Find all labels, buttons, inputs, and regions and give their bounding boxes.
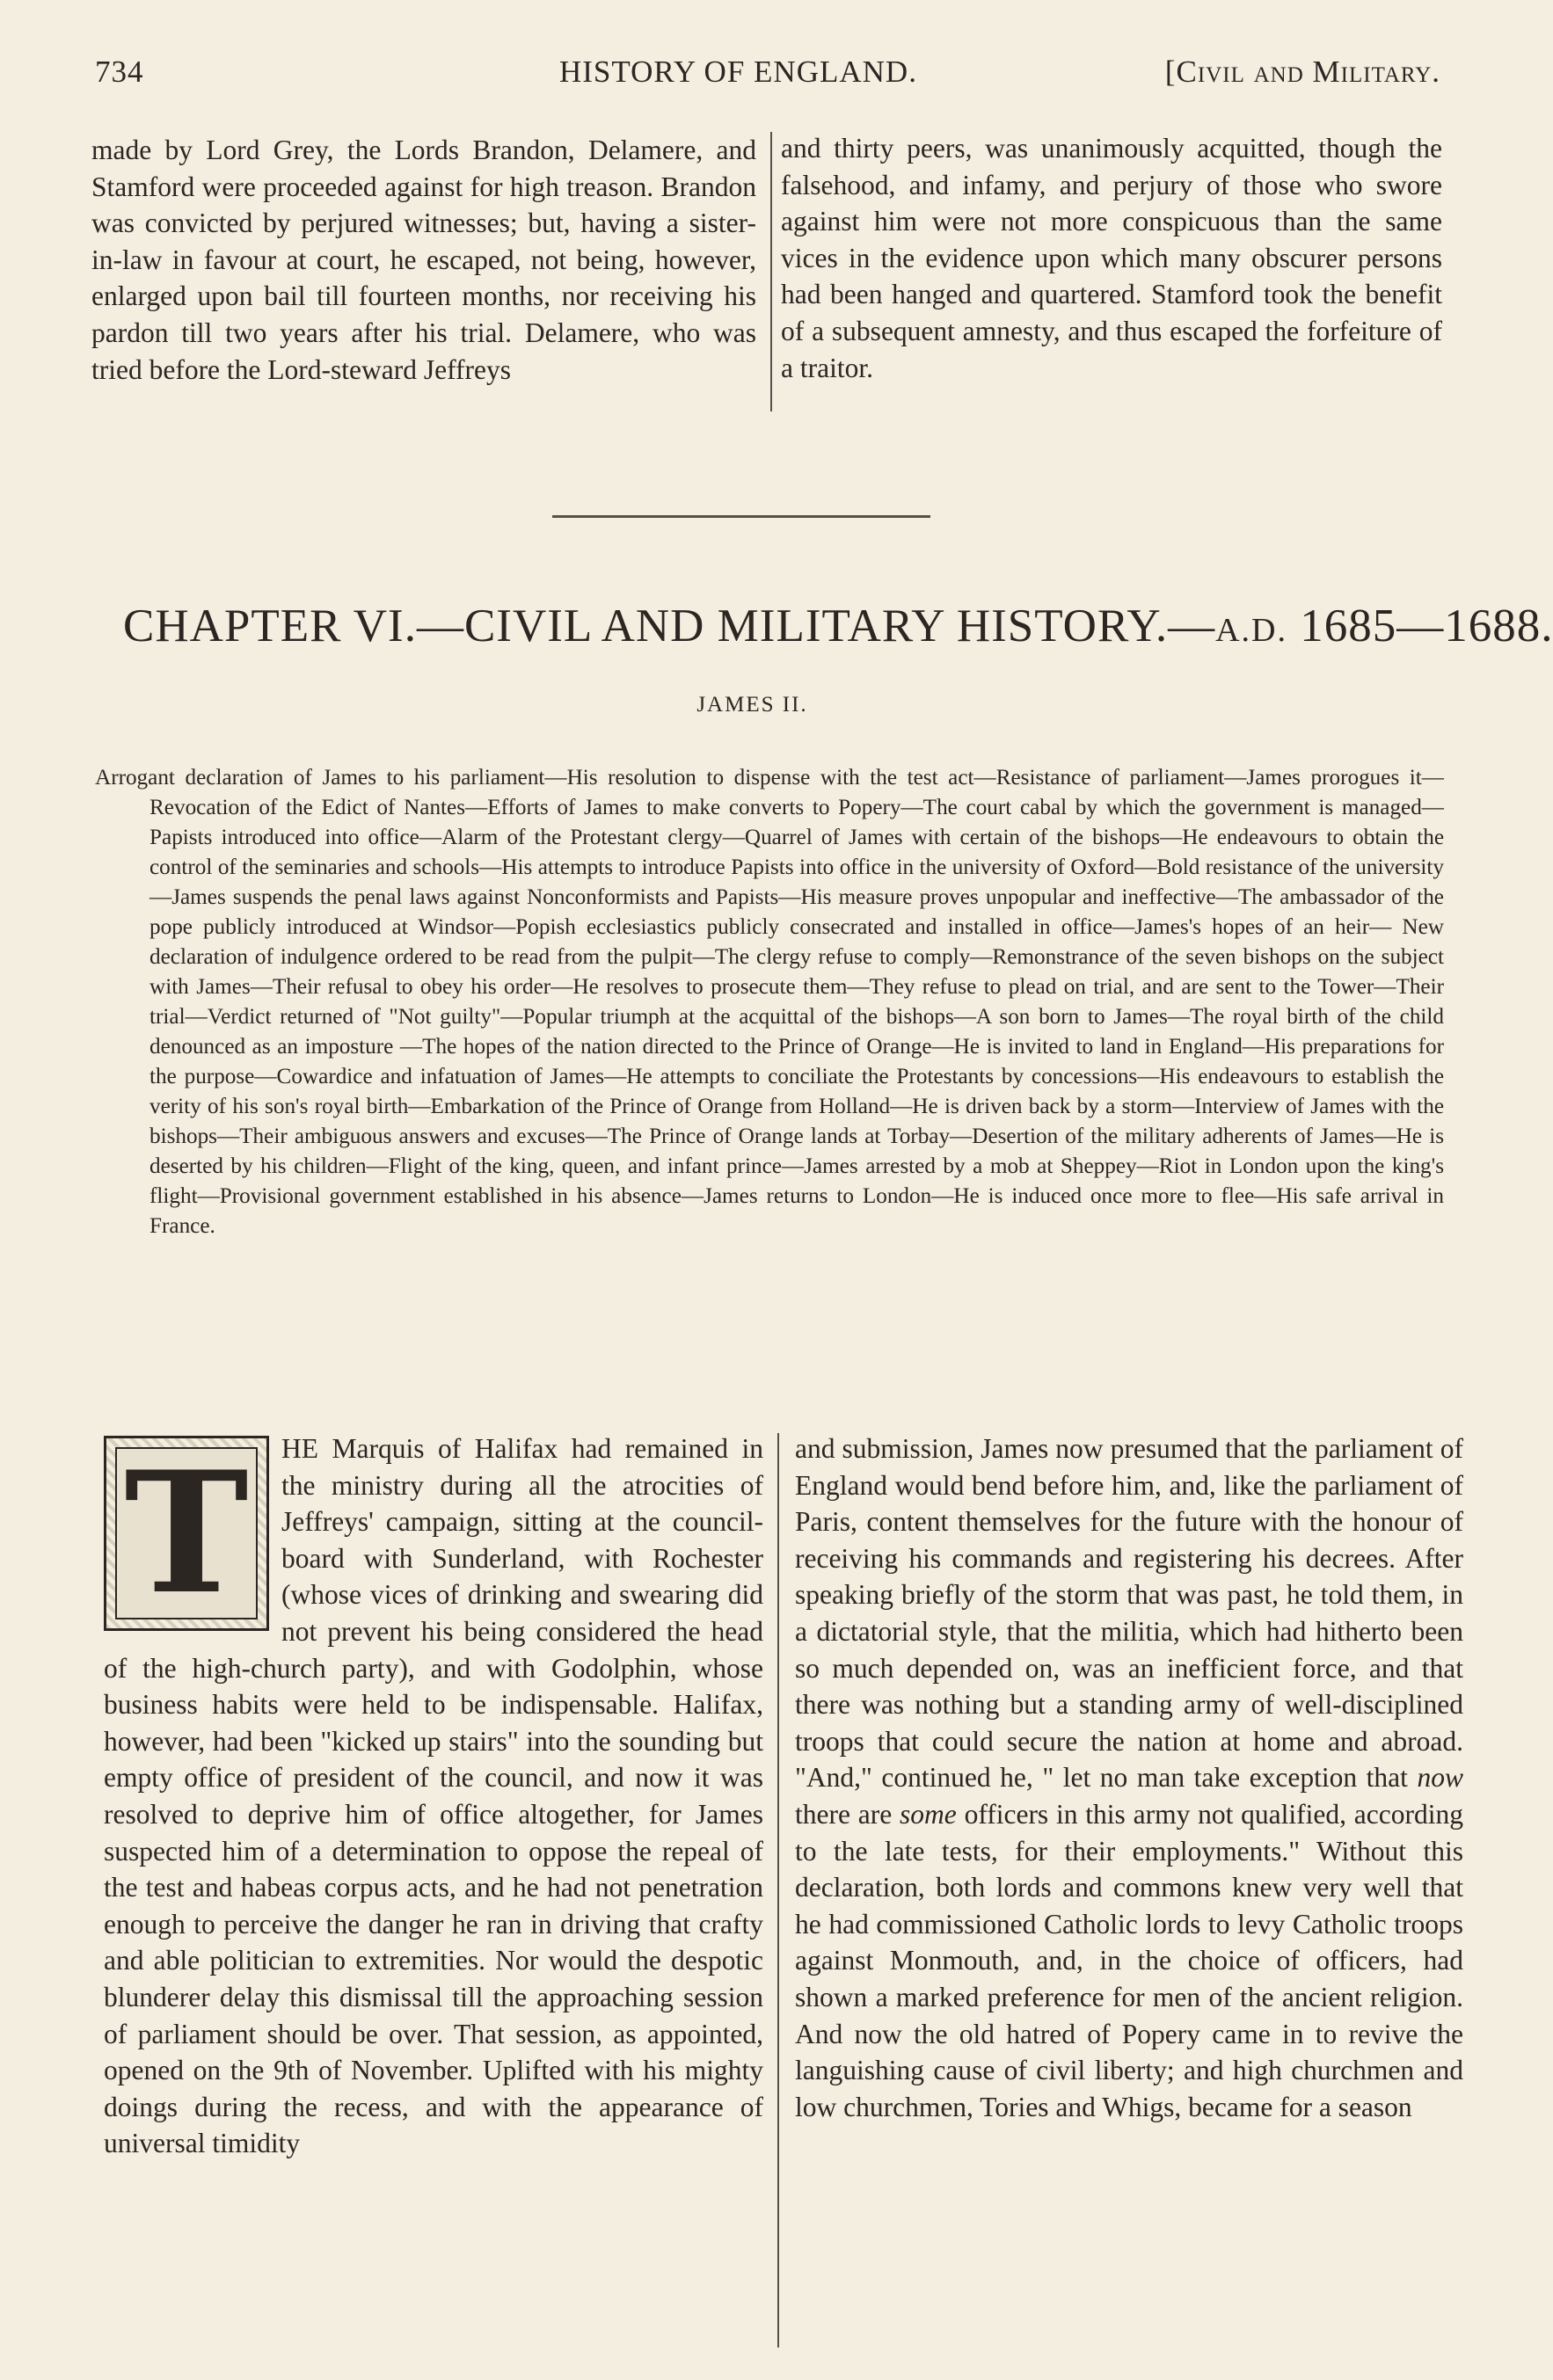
book-title: HISTORY OF ENGLAND. [559,55,917,89]
chapter-title [123,600,1553,652]
italic-some: some [900,1798,957,1830]
bottom-left-column [104,1430,763,2162]
section-title: [Civil and Military. [1164,55,1440,89]
chapter-years: 1685—1688. [1300,600,1553,651]
bottom-right-column [795,1430,1463,2125]
top-right-paragraph: and thirty peers, was unanimously acquitted, though the falsehood, and infamy, and perjury of those who swore against him were not more conspicuous than the same vices in the evidence upon which many obscurer persons had been hanged and quartered. Stamford took the benefit of a subsequent amnesty, and thus escaped the forfeiture of a traitor. [781,133,1442,383]
page-number: 734 [95,55,144,89]
italic-now: now [1417,1762,1463,1794]
top-left-paragraph: made by Lord Grey, the Lords Brandon, Delamere, and Stamford were proceeded against for high treason. Brandon was convicted by perjured witnesses; but, having a sister-in-law in favour at court, he escaped, not being, however, enlarged upon bail till fourteen months, nor receiving his pardon till two years after his trial. Delamere, who was tried before the Lord-steward Jeffreys [91,135,756,385]
chapter-synopsis: Arrogant declaration of James to his parliament—His resolution to dispense with the test act—Resistance of parliament—James prorogues it—Revocation of the Edict of Nantes—Efforts of James to make converts to Popery—The court cabal by which the government is managed—Papists introduced into office—Alarm of the Protestant clergy—Quarrel of James with certain of the bishops—He endeavours to obtain the control of the seminaries and schools—His attempts to introduce Papists into office in the university of Oxford—Bold resistance of the university—James suspends the penal laws against Nonconformists and Papists—His measure proves unpopular and ineffective—The ambassador of the pope publicly introduced at Windsor—Popish ecclesiastics publicly consecrated and installed in office—James's hopes of an heir— New declaration of indulgence ordered to be read from the pulpit—The clergy refuse to comply—Remonstrance of the seven bishops on the subject with James—Their refusal to obey his order—He resolves to prosecute them—They refuse to plead on trial, and are sent to the Tower—Their trial—Verdict returned of "Not guilty"—Popular triumph at the acquittal of the bishops—A son born to James—The royal birth of the child denounced as an imposture —The hopes of the nation directed to the Prince of Orange—He is invited to land in England—His preparations for the purpose—Cowardice and infatuation of James—He attempts to conciliate the Protestants by concessions—His endeavours to establish the verity of his son's royal birth—Embarkation of the Prince of Orange from Holland—He is driven back by a storm—Interview of James with the bishops—Their ambiguous answers and excuses—The Prince of Orange lands at Torbay—Desertion of the military adherents of James—He is deserted by his children—Flight of the king, queen, and infant prince—James arrested by a mob at Sheppey—Riot in London upon the king's flight—Provisional government established in his absence—James returns to London—He is induced once more to flee—His safe arrival in France. [95,766,1444,1238]
column-rule-top [770,132,772,411]
body-right-text-b: there are [795,1798,900,1830]
column-rule-bottom [777,1433,779,2347]
body-right-text-a: and submission, James now presumed that the parliament of England would bend before him, and, like the parliament of Paris, content themselves for the future with the honour of receiving his commands and registering his decrees. After speaking briefly of the storm that was past, he told them, in a dictatorial style, that the militia, which had hitherto been so much depended on, was an inefficient force, and that there was nothing but a standing army of well-disciplined troops that could secure the nation at home and abroad. "And," continued he, " let no man take exception that [795,1433,1463,1794]
top-right-column [781,130,1442,386]
top-left-column [91,132,756,388]
chapter-subtitle: JAMES II. [696,693,808,717]
body-left-paragraph: HE Marquis of Halifax had remained in the ministry during all the atrocities of Jeffreys' campaign, sitting at the council-board with Sunderland, with Rochester (whose vices of drinking and swearing did not prevent his being considered the head of the high-church party), and with Godolphin, whose business habits were held to be indispensable. Halifax, however, had been "kicked up stairs" into the sounding but empty office of president of the council, and now it was resolved to deprive him of office altogether, for James suspected him of a determination to oppose the repeal of the test and habeas corpus acts, and he had not penetration enough to perceive the danger he ran in driving that crafty and able politician to extremities. Nor would the despotic blunderer delay this dismissal till the approaching session of parliament should be over. That session, as appointed, opened on the 9th of November. Uplifted with his mighty doings during the recess, and with the appearance of universal timidity [104,1433,763,2159]
body-right-text-c: officers in this army not qualified, according to the late tests, for their employments." Without this declaration, both lords and commons knew very well that he had commissioned Catholic lords to levy Catholic troops against Monmouth, and, in the choice of officers, had shown a marked preference for men of the ancient religion. And now the old hatred of Popery came in to revive the languishing cause of civil liberty; and high churchmen and low churchmen, Tories and Whigs, became for a season [795,1798,1463,2122]
chapter-heading: CHAPTER VI.—CIVIL AND MILITARY HISTORY.— [123,600,1216,651]
section-divider [552,515,930,518]
running-head [95,55,1440,100]
chapter-era: A.D. [1215,612,1287,649]
drop-cap-letter: T [124,1435,249,1631]
ornamental-drop-cap [104,1436,269,1631]
body-right-paragraph [795,1430,1463,2125]
